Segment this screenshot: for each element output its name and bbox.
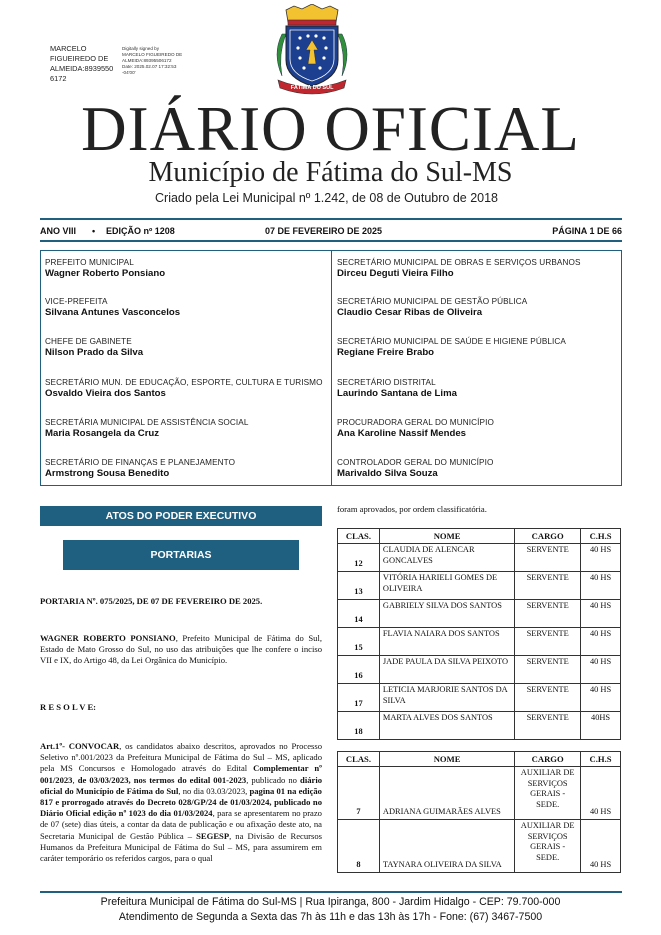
official-name: Maria Rosangela da Cruz bbox=[45, 428, 160, 439]
official-name: Dirceu Deguti Vieira Filho bbox=[337, 268, 454, 279]
cell-clas: 18 bbox=[338, 712, 380, 740]
mayor-name: WAGNER ROBERTO PONSIANO bbox=[40, 633, 176, 643]
table-row bbox=[338, 572, 621, 600]
official-name: Silvana Antunes Vasconcelos bbox=[45, 307, 181, 318]
signature-name-line: FIGUEIREDO DE bbox=[50, 54, 109, 63]
section-banner-atos: ATOS DO PODER EXECUTIVO bbox=[40, 506, 322, 526]
portaria-heading bbox=[40, 596, 322, 607]
official-name: Laurindo Santana de Lima bbox=[337, 388, 457, 399]
table-row bbox=[338, 544, 621, 572]
header-clas: CLAS. bbox=[338, 752, 380, 767]
portaria-preamble bbox=[40, 633, 322, 667]
article-segment: , bbox=[72, 774, 78, 785]
signature-digital-info bbox=[122, 46, 202, 76]
signature-digital-line: MARCELO FIGUEIREDO DE bbox=[122, 52, 183, 57]
cell-clas: 14 bbox=[338, 600, 380, 628]
official-role: SECRETÁRIO MUNICIPAL DE OBRAS E SERVIÇOS URBANOS bbox=[337, 258, 581, 267]
cell-nome: MARTA ALVES DOS SANTOS bbox=[379, 712, 514, 740]
cell-cargo: SERVENTE bbox=[515, 628, 581, 656]
official-role: CONTROLADOR GERAL DO MUNICÍPIO bbox=[337, 458, 494, 467]
signature-name-line: MARCELO bbox=[50, 44, 87, 53]
table-header-row bbox=[338, 752, 621, 767]
header-ch: C.H.S bbox=[581, 752, 621, 767]
cell-nome: FLAVIA NAIARA DOS SANTOS bbox=[379, 628, 514, 656]
cell-cargo: SERVENTE bbox=[515, 656, 581, 684]
cell-cargo: SERVENTE bbox=[515, 712, 581, 740]
cell-ch: 40 HS bbox=[581, 572, 621, 600]
candidates-table-servente bbox=[337, 528, 621, 740]
cell-clas: 8 bbox=[338, 820, 380, 873]
official-role: CHEFE DE GABINETE bbox=[45, 337, 132, 346]
header-cargo: CARGO bbox=[515, 752, 581, 767]
section-banner-portarias: PORTARIAS bbox=[63, 540, 299, 570]
table-row bbox=[338, 600, 621, 628]
newspaper-title: DIÁRIO OFICIAL bbox=[81, 94, 580, 164]
cell-clas: 15 bbox=[338, 628, 380, 656]
official-role: SECRETÁRIO MUNICIPAL DE SAÚDE E HIGIENE PÚBLICA bbox=[337, 337, 566, 346]
cell-nome: GABRIELY SILVA DOS SANTOS bbox=[379, 600, 514, 628]
continuation-text: foram aprovados, por ordem classificatória. bbox=[337, 504, 487, 514]
article-segment: , para se apresentarem no prazo de 07 (sete) dias úteis, a contar da data de publicação e ou afixação deste ato, na Secretaria Municipal de Gestão Pública – bbox=[40, 808, 322, 841]
official-entry bbox=[45, 257, 165, 280]
cell-ch: 40HS bbox=[581, 712, 621, 740]
cell-clas: 16 bbox=[338, 656, 380, 684]
official-entry bbox=[45, 296, 180, 319]
table-row bbox=[338, 712, 621, 740]
cell-ch: 40 HS bbox=[581, 820, 621, 873]
header-clas: CLAS. bbox=[338, 529, 380, 544]
article-1 bbox=[40, 741, 322, 864]
article-segment: , na Divisão de Recursos Humanos da Prefeitura Municipal de Fátima do Sul – MS, para assumirem em caráter temporário os referidos cargos, para o qual bbox=[40, 830, 322, 864]
article-segment: diário oficial do Município de Fátima do Sul bbox=[40, 774, 323, 796]
officials-box bbox=[40, 250, 622, 486]
cell-ch: 40 HS bbox=[581, 656, 621, 684]
cell-cargo: AUXILIAR DE SERVIÇOS GERAIS - SEDE. bbox=[515, 767, 581, 820]
cell-nome: TAYNARA OLIVEIRA DA SILVA bbox=[379, 820, 514, 873]
portaria-heading-text: PORTARIA Nº. 075/2025, DE 07 DE FEVEREIRO DE 2025. bbox=[40, 596, 263, 606]
preamble-text: , Prefeito Municipal de Fátima do Sul, Estado de Mato Grosso do Sul, no uso das atribuições que lhe confere o inciso VII e IX, do Artigo 48, da Lei Orgânica do Município. bbox=[40, 633, 322, 666]
header-ch: C.H.S bbox=[581, 529, 621, 544]
cell-ch: 40 HS bbox=[581, 600, 621, 628]
cell-clas: 13 bbox=[338, 572, 380, 600]
footer-address: Prefeitura Municipal de Fátima do Sul-MS | Rua Ipiranga, 800 - Jardim Hidalgo - CEP: 79.700-000 bbox=[100, 896, 561, 908]
official-entry bbox=[337, 336, 566, 359]
cell-nome: VITÓRIA HARIELI GOMES DE OLIVEIRA bbox=[379, 572, 514, 600]
newspaper-subtitle: Município de Fátima do Sul-MS bbox=[148, 157, 513, 188]
table-row bbox=[338, 684, 621, 712]
official-entry bbox=[45, 457, 235, 480]
footer-rule bbox=[40, 891, 622, 893]
footer-hours: Atendimento de Segunda a Sexta das 7h às 11h e das 13h às 17h - Fone: (67) 3467-7500 bbox=[118, 911, 543, 923]
cell-nome: ADRIANA GUIMARÃES ALVES bbox=[379, 767, 514, 820]
cell-cargo: SERVENTE bbox=[515, 684, 581, 712]
cell-cargo: SERVENTE bbox=[515, 600, 581, 628]
cell-clas: 17 bbox=[338, 684, 380, 712]
official-entry bbox=[337, 257, 581, 280]
header-cargo: CARGO bbox=[515, 529, 581, 544]
edition-year: ANO VIII bbox=[40, 226, 77, 236]
official-role: SECRETÁRIO DISTRITAL bbox=[337, 378, 436, 387]
cell-nome: LETICIA MARJORIE SANTOS DA SILVA bbox=[379, 684, 514, 712]
official-entry bbox=[337, 417, 494, 440]
article-segment: Art.1º- CONVOCAR bbox=[40, 741, 120, 751]
cell-ch: 40 HS bbox=[581, 767, 621, 820]
edition-page: PÁGINA 1 DE 66 bbox=[552, 226, 622, 236]
edition-number: EDIÇÃO nº 1208 bbox=[106, 226, 175, 236]
official-entry bbox=[45, 336, 143, 359]
cell-nome: JADE PAULA DA SILVA PEIXOTO bbox=[379, 656, 514, 684]
cell-cargo: SERVENTE bbox=[515, 572, 581, 600]
official-name: Regiane Freire Brabo bbox=[337, 347, 435, 358]
header-nome: NOME bbox=[379, 529, 514, 544]
article-segment: pagina 01 na edição 817 e prorrogado através do Decreto 028/GP/24 de 01/03/2024, publicado no Diário Oficial edição nº 1023 do dia 01/03/2024 bbox=[40, 785, 322, 819]
official-role: SECRETÁRIO MUNICIPAL DE GESTÃO PÚBLICA bbox=[337, 297, 528, 306]
cell-ch: 40 HS bbox=[581, 628, 621, 656]
cell-nome: CLAUDIA DE ALENCAR GONCALVES bbox=[379, 544, 514, 572]
resolve-heading bbox=[40, 702, 322, 713]
table-header-row bbox=[338, 529, 621, 544]
signature-digital-line: ALMEIDA:89395506172 bbox=[122, 58, 172, 63]
signature-name-line: 6172 bbox=[50, 74, 67, 83]
official-name: Claudio Cesar Ribas de Oliveira bbox=[337, 307, 483, 318]
header-nome: NOME bbox=[379, 752, 514, 767]
cell-clas: 12 bbox=[338, 544, 380, 572]
table-row bbox=[338, 820, 621, 873]
officials-divider bbox=[331, 251, 332, 485]
cell-ch: 40 HS bbox=[581, 544, 621, 572]
signature-digital-line: Digitally signed by bbox=[122, 46, 160, 51]
signature-name bbox=[50, 44, 118, 84]
cell-clas: 7 bbox=[338, 767, 380, 820]
candidates-table-auxiliar bbox=[337, 751, 621, 873]
article-segment: Complementar nº 001/2023 bbox=[40, 763, 322, 785]
official-entry bbox=[45, 417, 248, 440]
signature-name-line: ALMEIDA:8939550 bbox=[50, 64, 114, 73]
edition-bar bbox=[40, 218, 622, 242]
official-name: Osvaldo Vieira dos Santos bbox=[45, 388, 166, 399]
edition-bullet: • bbox=[92, 226, 96, 236]
official-role: SECRETÁRIO MUN. DE EDUCAÇÃO, ESPORTE, CULTURA E TURISMO bbox=[45, 378, 323, 387]
cell-cargo: AUXILIAR DE SERVIÇOS GERAIS - SEDE. bbox=[515, 820, 581, 873]
official-name: Ana Karoline Nassif Mendes bbox=[337, 428, 467, 439]
article-segment: , no dia 03.03/2023, bbox=[178, 785, 250, 796]
resolve-text: R E S O L V E: bbox=[40, 702, 97, 712]
official-entry bbox=[337, 296, 527, 319]
official-role: VICE-PREFEITA bbox=[45, 297, 108, 306]
official-role: SECRETÁRIO DE FINANÇAS E PLANEJAMENTO bbox=[45, 458, 236, 467]
article-segment: SEGESP bbox=[196, 830, 230, 841]
official-name: Nilson Prado da Silva bbox=[45, 347, 144, 358]
creation-law: Criado pela Lei Municipal nº 1.242, de 08 de Outubro de 2018 bbox=[155, 191, 498, 205]
signature-digital-line: Date: 2025.02.07 17:32:53 bbox=[122, 64, 177, 69]
official-role: PREFEITO MUNICIPAL bbox=[45, 258, 134, 267]
official-entry bbox=[337, 377, 457, 400]
municipal-crest-icon bbox=[268, 4, 356, 96]
article-segment: , os candidatos abaixo descritos, aprovados no Processo Seletivo nº.001/2023 da Prefeitura Municipal de Fátima do Sul – MS, aplicado pela MS Concursos e Homologado através do Edital bbox=[40, 741, 322, 774]
cell-ch: 40 HS bbox=[581, 684, 621, 712]
article-segment: de 03/03/2023, nos termos do edital 001-2023 bbox=[77, 774, 247, 785]
cell-cargo: SERVENTE bbox=[515, 544, 581, 572]
official-role: SECRETÁRIA MUNICIPAL DE ASSISTÊNCIA SOCIAL bbox=[45, 418, 249, 427]
official-name: Marivaldo Silva Souza bbox=[337, 468, 438, 479]
official-entry bbox=[45, 377, 323, 400]
table-row bbox=[338, 656, 621, 684]
official-name: Armstrong Sousa Benedito bbox=[45, 468, 170, 479]
signature-digital-line: -04'00' bbox=[122, 70, 136, 75]
official-name: Wagner Roberto Ponsiano bbox=[45, 268, 166, 279]
crest-banner-text: FÁTIMA DO SUL bbox=[290, 85, 334, 91]
table-row bbox=[338, 767, 621, 820]
table-row bbox=[338, 628, 621, 656]
official-role: PROCURADORA GERAL DO MUNICÍPIO bbox=[337, 418, 494, 427]
official-entry bbox=[337, 457, 493, 480]
edition-date: 07 DE FEVEREIRO DE 2025 bbox=[265, 226, 383, 236]
article-segment: , publicado no bbox=[246, 774, 301, 785]
